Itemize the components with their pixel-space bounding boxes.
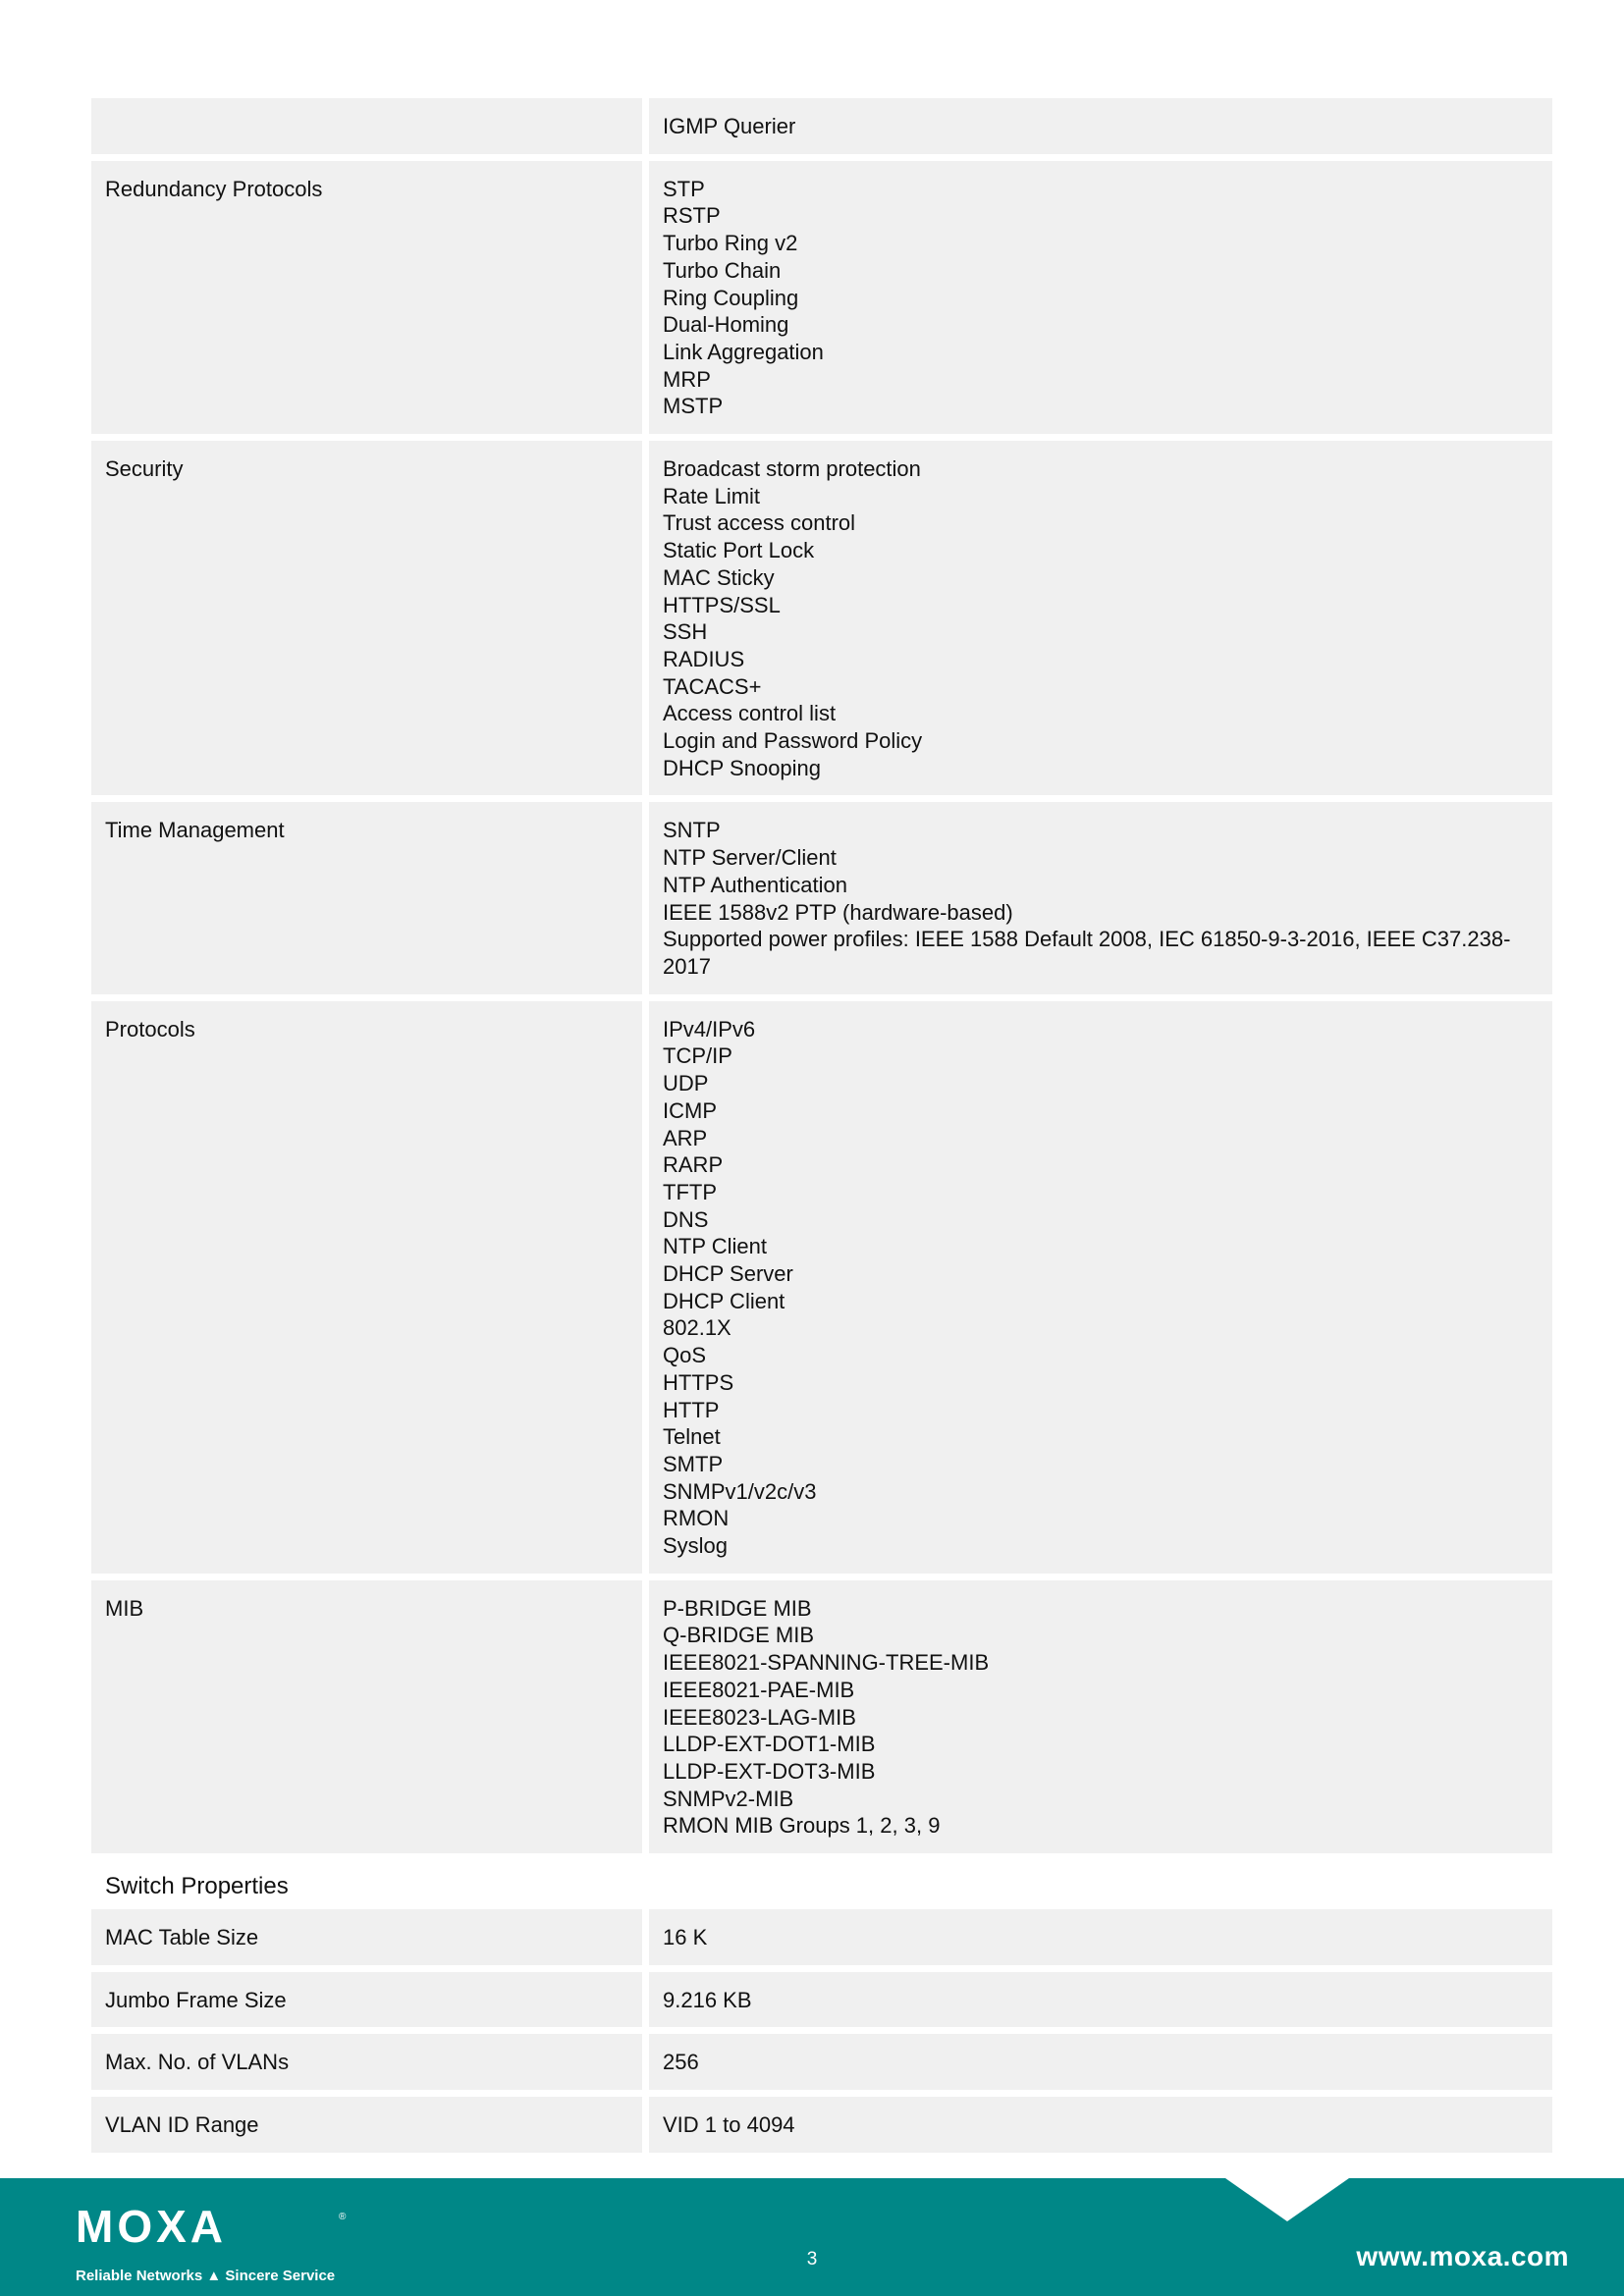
spec-value-item: LLDP-EXT-DOT1-MIB <box>663 1732 876 1757</box>
spec-value-item: Ring Coupling <box>663 285 799 310</box>
spec-value-item: 802.1X <box>663 1315 731 1341</box>
spec-value-item: IPv4/IPv6 <box>663 1016 756 1041</box>
spec-value-item: VID 1 to 4094 <box>663 2112 795 2138</box>
spec-label: MAC Table Size <box>91 1909 642 1965</box>
spec-label: Max. No. of VLANs <box>91 2034 642 2090</box>
spec-row <box>91 1909 1552 1965</box>
spec-value-item: NTP Authentication <box>663 872 847 897</box>
spec-row <box>91 2034 1552 2090</box>
spec-row <box>91 1580 1552 1853</box>
spec-table-switch-properties <box>91 1909 1552 2153</box>
spec-label: Jumbo Frame Size <box>91 1972 642 2028</box>
spec-value-item: Access control list <box>663 701 837 726</box>
spec-value <box>649 1972 1552 2028</box>
spec-value-item: TACACS+ <box>663 673 762 699</box>
spec-value-item: SNMPv2-MIB <box>663 1786 794 1811</box>
spec-value-item: TCP/IP <box>663 1043 732 1069</box>
spec-value-item: STP <box>663 176 705 201</box>
spec-value-item: SMTP <box>663 1451 724 1476</box>
spec-value <box>649 1909 1552 1965</box>
spec-value-item: RARP <box>663 1152 724 1178</box>
spec-value-item: Broadcast storm protection <box>663 456 921 482</box>
spec-value-item: IEEE8021-SPANNING-TREE-MIB <box>663 1650 990 1676</box>
spec-value-item: IEEE8021-PAE-MIB <box>663 1677 855 1702</box>
spec-label: Security <box>91 441 642 795</box>
moxa-logo <box>76 2208 351 2284</box>
spec-value-item: Rate Limit <box>663 483 761 508</box>
spec-value-item: RSTP <box>663 203 721 229</box>
spec-value-item: Dual-Homing <box>663 312 789 338</box>
spec-value-item: Syslog <box>663 1533 729 1559</box>
spec-value <box>649 161 1552 434</box>
footer-notch-shape <box>1225 2178 1349 2221</box>
spec-value-item: QoS <box>663 1343 707 1368</box>
spec-value-item: LLDP-EXT-DOT3-MIB <box>663 1758 876 1784</box>
spec-row <box>91 1972 1552 2028</box>
spec-value-item: Link Aggregation <box>663 339 824 364</box>
spec-label: Redundancy Protocols <box>91 161 642 434</box>
spec-content <box>91 98 1552 2160</box>
spec-value-item: IGMP Querier <box>663 114 796 138</box>
logo-brand-text: MOXA <box>76 2208 227 2247</box>
spec-value-item: MRP <box>663 366 711 392</box>
spec-value-item: 9.216 KB <box>663 1987 752 2012</box>
spec-value-item: ARP <box>663 1125 708 1150</box>
spec-label: Protocols <box>91 1001 642 1574</box>
spec-value-item: TFTP <box>663 1179 717 1204</box>
spec-value-item: HTTPS/SSL <box>663 592 781 617</box>
spec-value-item: Supported power profiles: IEEE 1588 Default 2008, IEC 61850-9-3-2016, IEEE C37.238-2017 <box>663 927 1511 979</box>
section-title-switch-properties: Switch Properties <box>105 1873 289 1900</box>
spec-table-top <box>91 98 1552 1853</box>
spec-value <box>649 1001 1552 1574</box>
website-link[interactable]: www.moxa.com <box>1356 2241 1569 2271</box>
spec-value-item: NTP Server/Client <box>663 845 837 871</box>
spec-label: VLAN ID Range <box>91 2097 642 2153</box>
spec-value-item: SNTP <box>663 818 721 843</box>
spec-row <box>91 802 1552 993</box>
spec-value-item: SNMPv1/v2c/v3 <box>663 1478 817 1504</box>
spec-value-item: SSH <box>663 619 708 645</box>
spec-row <box>91 1001 1552 1574</box>
spec-value-item: Turbo Ring v2 <box>663 231 798 256</box>
page-footer <box>0 2178 1624 2296</box>
spec-value-item: Telnet <box>663 1424 721 1450</box>
spec-value <box>649 2034 1552 2090</box>
spec-value <box>649 98 1552 154</box>
spec-row <box>91 441 1552 795</box>
spec-value <box>649 802 1552 993</box>
logo-tagline: Reliable Networks ▲ Sincere Service <box>76 2268 336 2284</box>
spec-value <box>649 1580 1552 1853</box>
spec-value-item: IEEE8023-LAG-MIB <box>663 1704 856 1730</box>
spec-value-item: P-BRIDGE MIB <box>663 1595 812 1621</box>
spec-value-item: DHCP Client <box>663 1288 785 1313</box>
spec-row <box>91 98 1552 154</box>
spec-value-item: UDP <box>663 1071 709 1096</box>
spec-value-item: RMON <box>663 1506 730 1531</box>
spec-row <box>91 2097 1552 2153</box>
spec-value-item: Login and Password Policy <box>663 728 923 754</box>
spec-value-item: 256 <box>663 2050 699 2075</box>
spec-value-item: Turbo Chain <box>663 257 782 283</box>
spec-value-item: DNS <box>663 1206 709 1232</box>
spec-label <box>91 98 642 154</box>
page-number: 3 <box>806 2249 818 2269</box>
spec-value-item: MSTP <box>663 394 724 419</box>
svg-text:®: ® <box>339 2212 347 2222</box>
spec-row <box>91 161 1552 434</box>
spec-value-item: RMON MIB Groups 1, 2, 3, 9 <box>663 1813 941 1839</box>
spec-value-item: HTTP <box>663 1397 720 1422</box>
moxa-logo-icon <box>76 2208 351 2247</box>
spec-value-item: DHCP Snooping <box>663 755 822 780</box>
spec-value-item: Static Port Lock <box>663 538 815 563</box>
spec-value-item: IEEE 1588v2 PTP (hardware-based) <box>663 899 1013 925</box>
spec-value-item: ICMP <box>663 1097 717 1123</box>
spec-value-item: Trust access control <box>663 510 856 536</box>
spec-label: Time Management <box>91 802 642 993</box>
spec-value-item: NTP Client <box>663 1234 767 1259</box>
spec-value <box>649 2097 1552 2153</box>
spec-value-item: RADIUS <box>663 646 745 671</box>
spec-value-item: Q-BRIDGE MIB <box>663 1623 815 1648</box>
spec-label: MIB <box>91 1580 642 1853</box>
spec-value <box>649 441 1552 795</box>
spec-value-item: HTTPS <box>663 1369 734 1395</box>
spec-value-item: MAC Sticky <box>663 564 775 590</box>
spec-value-item: DHCP Server <box>663 1261 793 1287</box>
spec-value-item: 16 K <box>663 1925 708 1950</box>
